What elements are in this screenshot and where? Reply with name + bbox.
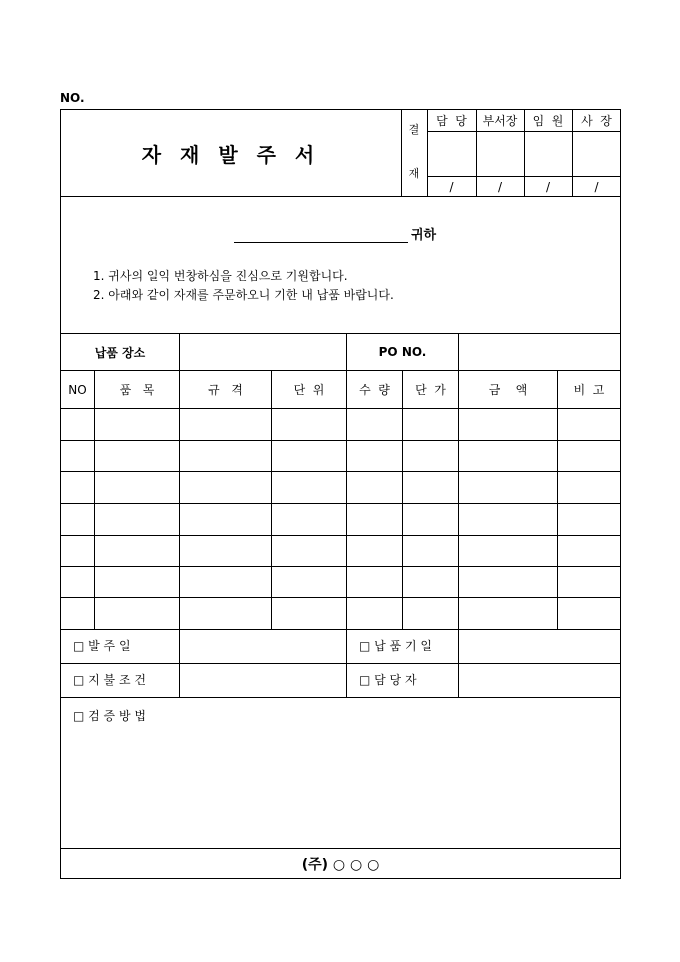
col-header-no: NO [68,382,87,397]
col-header-amount: 금 액 [488,383,528,397]
delivery-place-label: 납품 장소 [94,345,146,360]
person-in-charge-field[interactable] [459,664,620,697]
po-no-label: PO NO. [378,345,427,359]
col-header-unit: 단 위 [293,383,325,397]
approval-date-manager: / [497,179,503,194]
col-header-item: 품 목 [119,383,155,397]
doc-no-label: NO. [60,91,85,105]
approval-date-staff: / [449,179,454,194]
col-header-spec: 규 격 [208,383,243,397]
order-date-field[interactable] [180,630,346,663]
table-row[interactable] [61,441,620,471]
note-2: 2. 아래와 같이 자재를 주문하오니 기한 내 납품 바랍니다. [93,288,394,302]
inspection-method-label: □ 검 증 방 법 [73,709,146,723]
addressee-line[interactable] [234,242,408,243]
addressee-suffix: 귀하 [411,228,437,243]
note-1: 1. 귀사의 일익 번창하심을 진심으로 기원합니다. [93,269,348,283]
approval-sign-staff[interactable] [428,132,476,176]
delivery-date-label: □ 납 품 기 일 [359,639,432,653]
footer-company: (주) ○ ○ ○ [301,856,380,873]
table-row[interactable] [61,472,620,503]
table-row[interactable] [61,598,620,629]
approval-date-president: / [594,179,599,194]
form-title: 자 재 발 주 서 [141,142,321,167]
col-header-price: 단 가 [415,383,446,397]
approval-role-director: 임 원 [532,114,564,128]
col-header-remarks: 비 고 [573,383,605,397]
payment-terms-field[interactable] [180,664,346,697]
approval-label-top: 결 [408,123,420,136]
delivery-date-field[interactable] [459,630,620,663]
approval-label-bottom: 재 [408,167,420,180]
table-row[interactable] [61,536,620,566]
table-row[interactable] [61,567,620,597]
delivery-place-field[interactable] [180,334,346,370]
approval-role-manager: 부서장 [482,114,518,128]
payment-terms-label: □ 지 불 조 건 [73,673,146,687]
approval-sign-manager[interactable] [477,132,524,176]
po-no-field[interactable] [459,334,620,370]
person-in-charge-label: □ 담 당 자 [359,673,417,687]
approval-date-director: / [545,179,551,194]
table-row[interactable] [61,504,620,535]
order-date-label: □ 발 주 일 [73,639,131,653]
approval-role-president: 사 장 [581,114,612,128]
table-row[interactable] [61,409,620,440]
col-header-qty: 수 량 [359,383,390,397]
approval-role-staff: 담 당 [436,114,467,128]
inspection-method-field[interactable] [61,726,620,847]
approval-sign-director[interactable] [525,132,572,176]
approval-sign-president[interactable] [573,132,620,176]
